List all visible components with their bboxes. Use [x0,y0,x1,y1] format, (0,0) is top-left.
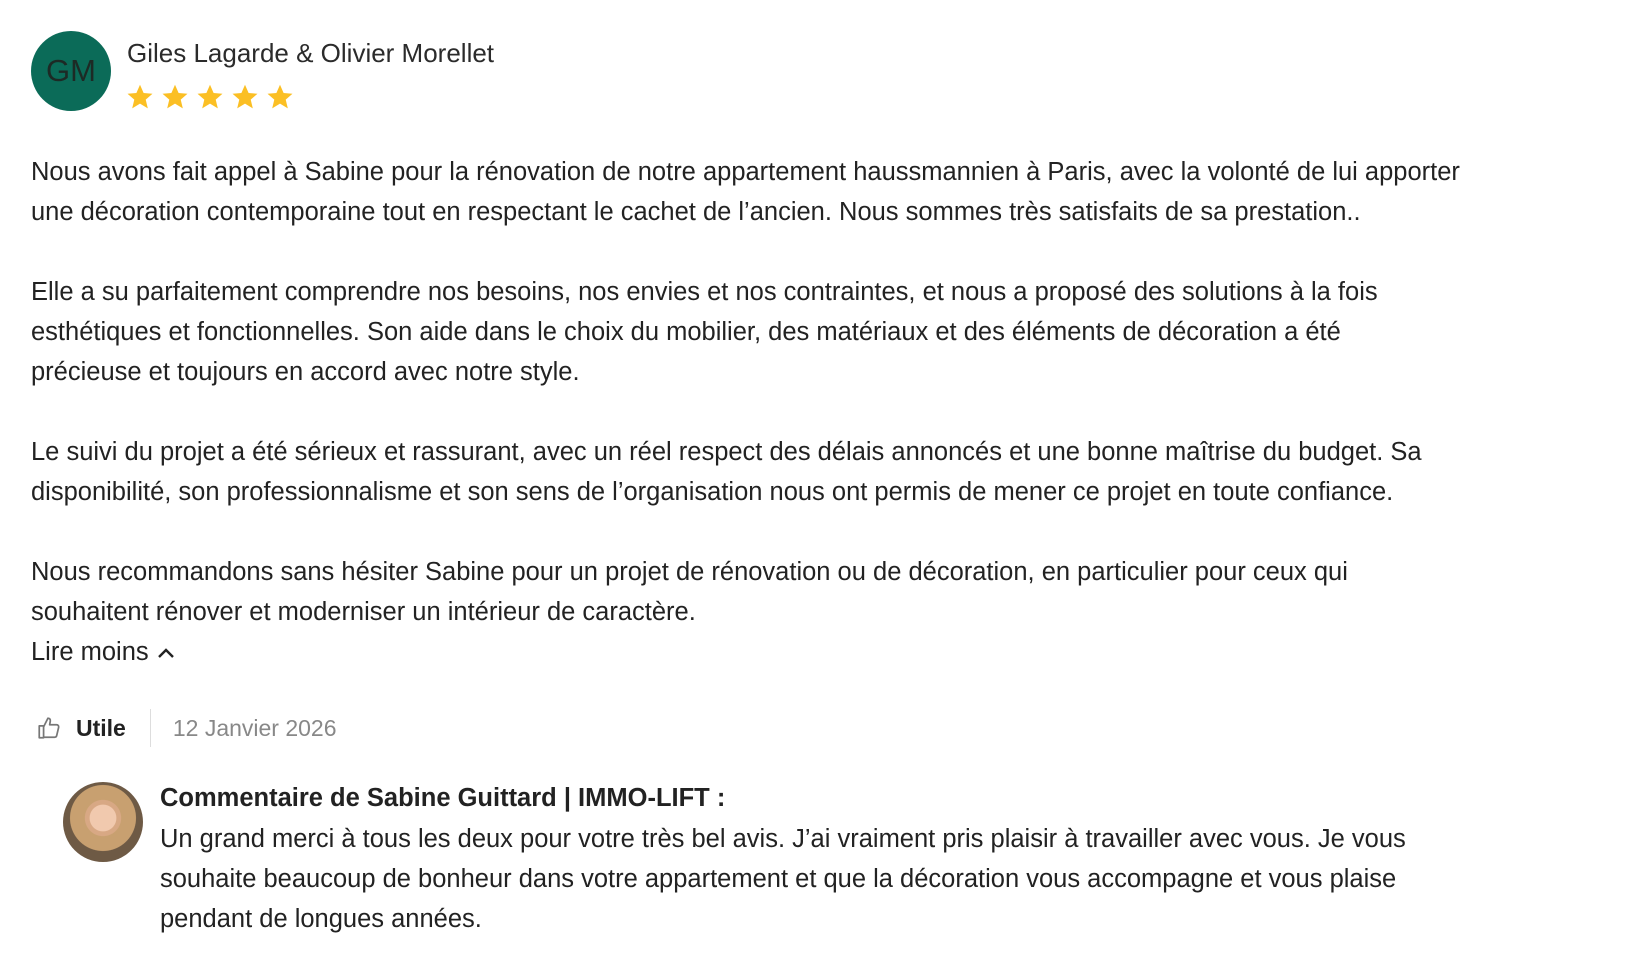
star-icon [231,83,259,111]
chevron-up-icon [157,647,175,659]
thumbs-up-icon [36,715,62,741]
reply-text [160,819,1406,939]
text-line: Nous avons fait appel à Sabine pour la rénovation de notre appartement haussmannien à Paris, avec la volonté de lui apporter [31,158,1460,186]
review-date: 12 Janvier 2026 [172,714,337,741]
read-less-label: Lire moins [31,638,149,666]
review-text [31,152,1460,632]
review-paragraph [31,552,1460,632]
star-rating [126,83,294,111]
helpful-label: Utile [76,714,126,741]
text-line: Un grand merci à tous les deux pour votre très bel avis. J’ai vraiment pris plaisir à travailler avec vous. Je vous [160,825,1406,853]
review-actions [36,708,337,748]
text-line: Nous recommandons sans hésiter Sabine pour un projet de rénovation ou de décoration, en particulier pour ceux qui [31,558,1348,586]
text-line: souhaitent rénover et moderniser un intérieur de caractère. [31,598,696,626]
star-icon [126,83,154,111]
text-line: une décoration contemporaine tout en respectant le cachet de l’ancien. Nous sommes très satisfaits de sa prestation.. [31,198,1361,226]
star-icon [196,83,224,111]
review-paragraph [31,152,1460,232]
read-less-button[interactable] [31,638,175,667]
review-paragraph [31,272,1460,392]
text-line: Elle a su parfaitement comprendre nos besoins, nos envies et nos contraintes, et nous a proposé des solutions à la fois [31,278,1378,306]
star-icon [266,83,294,111]
reviewer-avatar: GM [31,31,111,111]
text-line: esthétiques et fonctionnelles. Son aide dans le choix du mobilier, des matériaux et des éléments de décoration a été [31,318,1341,346]
text-line: pendant de longues années. [160,905,482,933]
replier-avatar [63,782,143,862]
text-line: précieuse et toujours en accord avec notre style. [31,358,580,386]
text-line: disponibilité, son professionnalisme et son sens de l’organisation nous ont permis de mener ce projet en toute confiance. [31,478,1394,506]
reply-title: Commentaire de Sabine Guittard | IMMO-LIFT : [160,784,726,812]
star-icon [161,83,189,111]
review-paragraph [31,432,1460,512]
helpful-button[interactable] [36,715,126,742]
reviewer-name: Giles Lagarde & Olivier Morellet [127,38,495,68]
divider [150,709,151,747]
text-line: souhaite beaucoup de bonheur dans votre appartement et que la décoration vous accompagne et vous plaise [160,865,1397,893]
text-line: Le suivi du projet a été sérieux et rassurant, avec un réel respect des délais annoncés et une bonne maîtrise du budget. Sa [31,438,1422,466]
